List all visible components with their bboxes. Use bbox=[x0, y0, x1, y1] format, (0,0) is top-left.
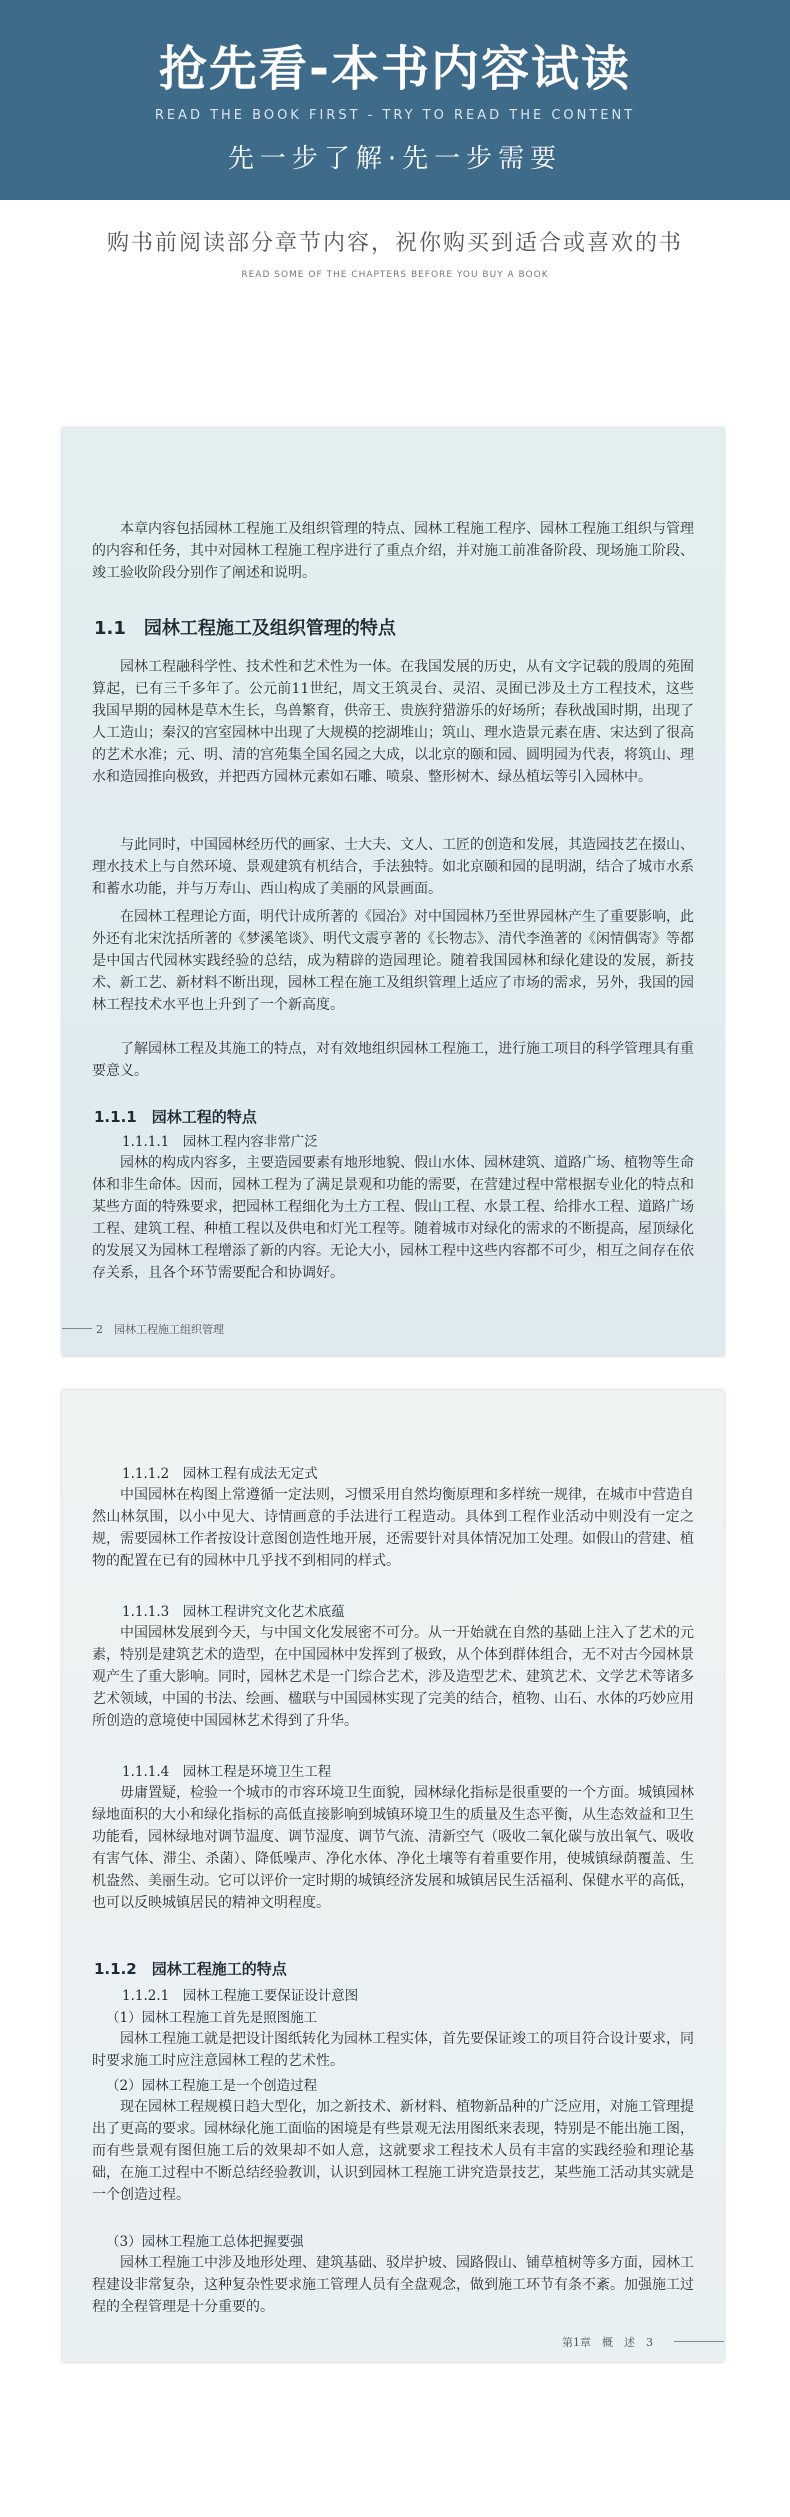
page-footer: 第1章 概 述 3 bbox=[562, 2336, 653, 2349]
paragraph: 在园林工程理论方面，明代计成所著的《园冶》对中国园林乃至世界园林产生了重要影响，此外还有北宋沈括所著的《梦溪笔谈》、明代文震亨著的《长物志》、清代李渔著的《闲情偶寄》等都是中国古代园林实践经验的总结，成为精辟的造园理论。随着我国园林和绿化建设的发展，新技术、新工艺、新材料不断出现，园林工程在施工及组织管理上适应了市场的需求，另外，我国的园林工程技术水平也上升到了一个新高度。 bbox=[92, 909, 694, 1013]
paragraph: 园林工程施工中涉及地形处理、建筑基础、驳岸护坡、园路假山、铺草植树等多方面，园林工程建设非常复杂，这种复杂性要求施工管理人员有全盘观念，做到施工环节有条不紊。加强施工过程的全程管理是十分重要的。 bbox=[92, 2255, 694, 2315]
book-page-1 bbox=[62, 428, 724, 1356]
intro-text-en: READ SOME OF THE CHAPTERS BEFORE YOU BUY A BOOK bbox=[241, 270, 549, 280]
paragraph: 了解园林工程及其施工的特点，对有效地组织园林工程施工，进行施工项目的科学管理具有重要意义。 bbox=[92, 1041, 694, 1079]
list-item-title: （1）园林工程施工首先是照图施工 bbox=[106, 2010, 318, 2026]
list-item-title: （2）园林工程施工是一个创造过程 bbox=[106, 2078, 318, 2094]
footer-rule bbox=[62, 1328, 92, 1329]
paragraph: 园林工程融科学性、技术性和艺术性为一体。在我国发展的历史，从有文字记载的殷周的苑囿算起，已有三千多年了。公元前11世纪，周文王筑灵台、灵沼、灵囿已涉及土方工程技术，这些我国早期的园林是草木生长，鸟兽繁育，供帝王、贵族狩猎游乐的好场所；春秋战国时期，出现了人工造山；秦汉的宫室园林中出现了大规模的挖湖堆山；筑山、理水造景元素在唐、宋达到了很高的艺术水准；元、明、清的宫苑集全国名园之大成，以北京的颐和园、圆明园为代表，将筑山、理水和造园推向极致，并把西方园林元素如石雕、喷泉、整形树木、绿丛植坛等引入园林中。 bbox=[92, 659, 694, 785]
list-item-title: （3）园林工程施工总体把握要强 bbox=[106, 2234, 304, 2250]
subsubsection-heading: 1.1.1.1 园林工程内容非常广泛 bbox=[122, 1134, 318, 1150]
chapter-intro-paragraph: 本章内容包括园林工程施工及组织管理的特点、园林工程施工程序、园林工程施工组织与管理的内容和任务，其中对园林工程施工程序进行了重点介绍，并对施工前准备阶段、现场施工阶段、竣工验收阶段分别作了阐述和说明。 bbox=[92, 521, 694, 581]
subsubsection-heading: 1.1.1.4 园林工程是环境卫生工程 bbox=[122, 1764, 332, 1780]
subsection-heading: 1.1.1 园林工程的特点 bbox=[94, 1108, 257, 1126]
banner-subtitle-en: READ THE BOOK FIRST - TRY TO READ THE CONTENT bbox=[154, 108, 636, 123]
paragraph: 毋庸置疑，检验一个城市的市容环境卫生面貌，园林绿化指标是很重要的一个方面。城镇园林绿地面积的大小和绿化指标的高低直接影响到城镇环境卫生的质量及生态平衡，从生态效益和卫生功能看，园林绿地对调节温度、调节湿度、调节气流、清新空气（吸收二氧化碳与放出氧气、吸收有害气体、滞尘、杀菌）、降低噪声、净化水体、净化土壤等有着重要作用，使城镇绿荫覆盖、生机盎然、美丽生动。它可以评价一定时期的城镇经济发展和城镇居民生活福利、保健水平的高低，也可以反映城镇居民的精神文明程度。 bbox=[92, 1785, 694, 1911]
page-footer: 2 园林工程施工组织管理 bbox=[96, 1323, 224, 1336]
subsection-heading: 1.1.2 园林工程施工的特点 bbox=[94, 1960, 287, 1978]
book-page-2 bbox=[62, 1390, 724, 2362]
paragraph: 与此同时，中国园林经历代的画家、士大夫、文人、工匠的创造和发展，其造园技艺在掇山、理水技术上与自然环境、景观建筑有机结合，手法独特。如北京颐和园的昆明湖，结合了城市水系和蓄水功能，并与万寿山、西山构成了美丽的风景画面。 bbox=[92, 837, 694, 897]
header-banner bbox=[0, 0, 790, 200]
banner-title: 抢先看-本书内容试读 bbox=[159, 41, 631, 97]
paragraph: 园林的构成内容多，主要造园要素有地形地貌、假山水体、园林建筑、道路广场、植物等生命体和非生命体。因而，园林工程为了满足景观和功能的需要，在营建过程中常根据专业化的特点和某些方面的特殊要求，把园林工程细化为土方工程、假山工程、水景工程、给排水工程、道路广场工程、建筑工程、种植工程以及供电和灯光工程等。随着城市对绿化的需求的不断提高，屋顶绿化的发展又为园林工程增添了新的内容。无论大小，园林工程中这些内容都不可少，相互之间存在依存关系，且各个环节需要配合和协调好。 bbox=[92, 1155, 694, 1281]
paragraph: 现在园林工程规模日趋大型化，加之新技术、新材料、植物新品种的广泛应用，对施工管理提出了更高的要求。园林绿化施工面临的困境是有些景观无法用图纸来表现，特别是不能出施工图，而有些景观有图但施工后的效果却不如人意，这就要求工程技术人员有丰富的实践经验和理论基础，在施工过程中不断总结经验教训，认识到园林工程施工讲究造景技艺，某些施工活动其实就是一个创造过程。 bbox=[92, 2099, 694, 2203]
paragraph: 园林工程施工就是把设计图纸转化为园林工程实体，首先要保证竣工的项目符合设计要求，同时要求施工时应注意园林工程的艺术性。 bbox=[92, 2031, 694, 2069]
paragraph: 中国园林在构图上常遵循一定法则，习惯采用自然均衡原理和多样统一规律，在城市中营造自然山林氛围，以小中见大、诗情画意的手法进行工程造动。具体到工程作业活动中则没有一定之规，需要园林工作者按设计意图创造性地开展，还需要针对具体情况加工处理。如假山的营建、植物的配置在已有的园林中几乎找不到相同的样式。 bbox=[92, 1487, 694, 1569]
footer-rule bbox=[674, 2341, 724, 2342]
section-heading: 1.1 园林工程施工及组织管理的特点 bbox=[94, 618, 396, 639]
banner-subtitle-cn: 先一步了解·先一步需要 bbox=[227, 144, 563, 174]
paragraph: 中国园林发展到今天，与中国文化发展密不可分。从一开始就在自然的基础上注入了艺术的元素，特别是建筑艺术的造型，在中国园林中发挥到了极致，从个体到群体组合，无不对古今园林景观产生了重大影响。同时，园林艺术是一门综合艺术，涉及造型艺术、建筑艺术、文学艺术等诸多艺术领域，中国的书法、绘画、楹联与中国园林实现了完美的结合，植物、山石、水体的巧妙应用所创造的意境使中国园林艺术得到了升华。 bbox=[92, 1625, 694, 1729]
subsubsection-heading: 1.1.2.1 园林工程施工要保证设计意图 bbox=[122, 1988, 359, 2004]
subsubsection-heading: 1.1.1.3 园林工程讲究文化艺术底蕴 bbox=[122, 1604, 345, 1620]
intro-text-cn: 购书前阅读部分章节内容，祝你购买到适合或喜欢的书 bbox=[106, 231, 683, 256]
subsubsection-heading: 1.1.1.2 园林工程有成法无定式 bbox=[122, 1466, 318, 1482]
